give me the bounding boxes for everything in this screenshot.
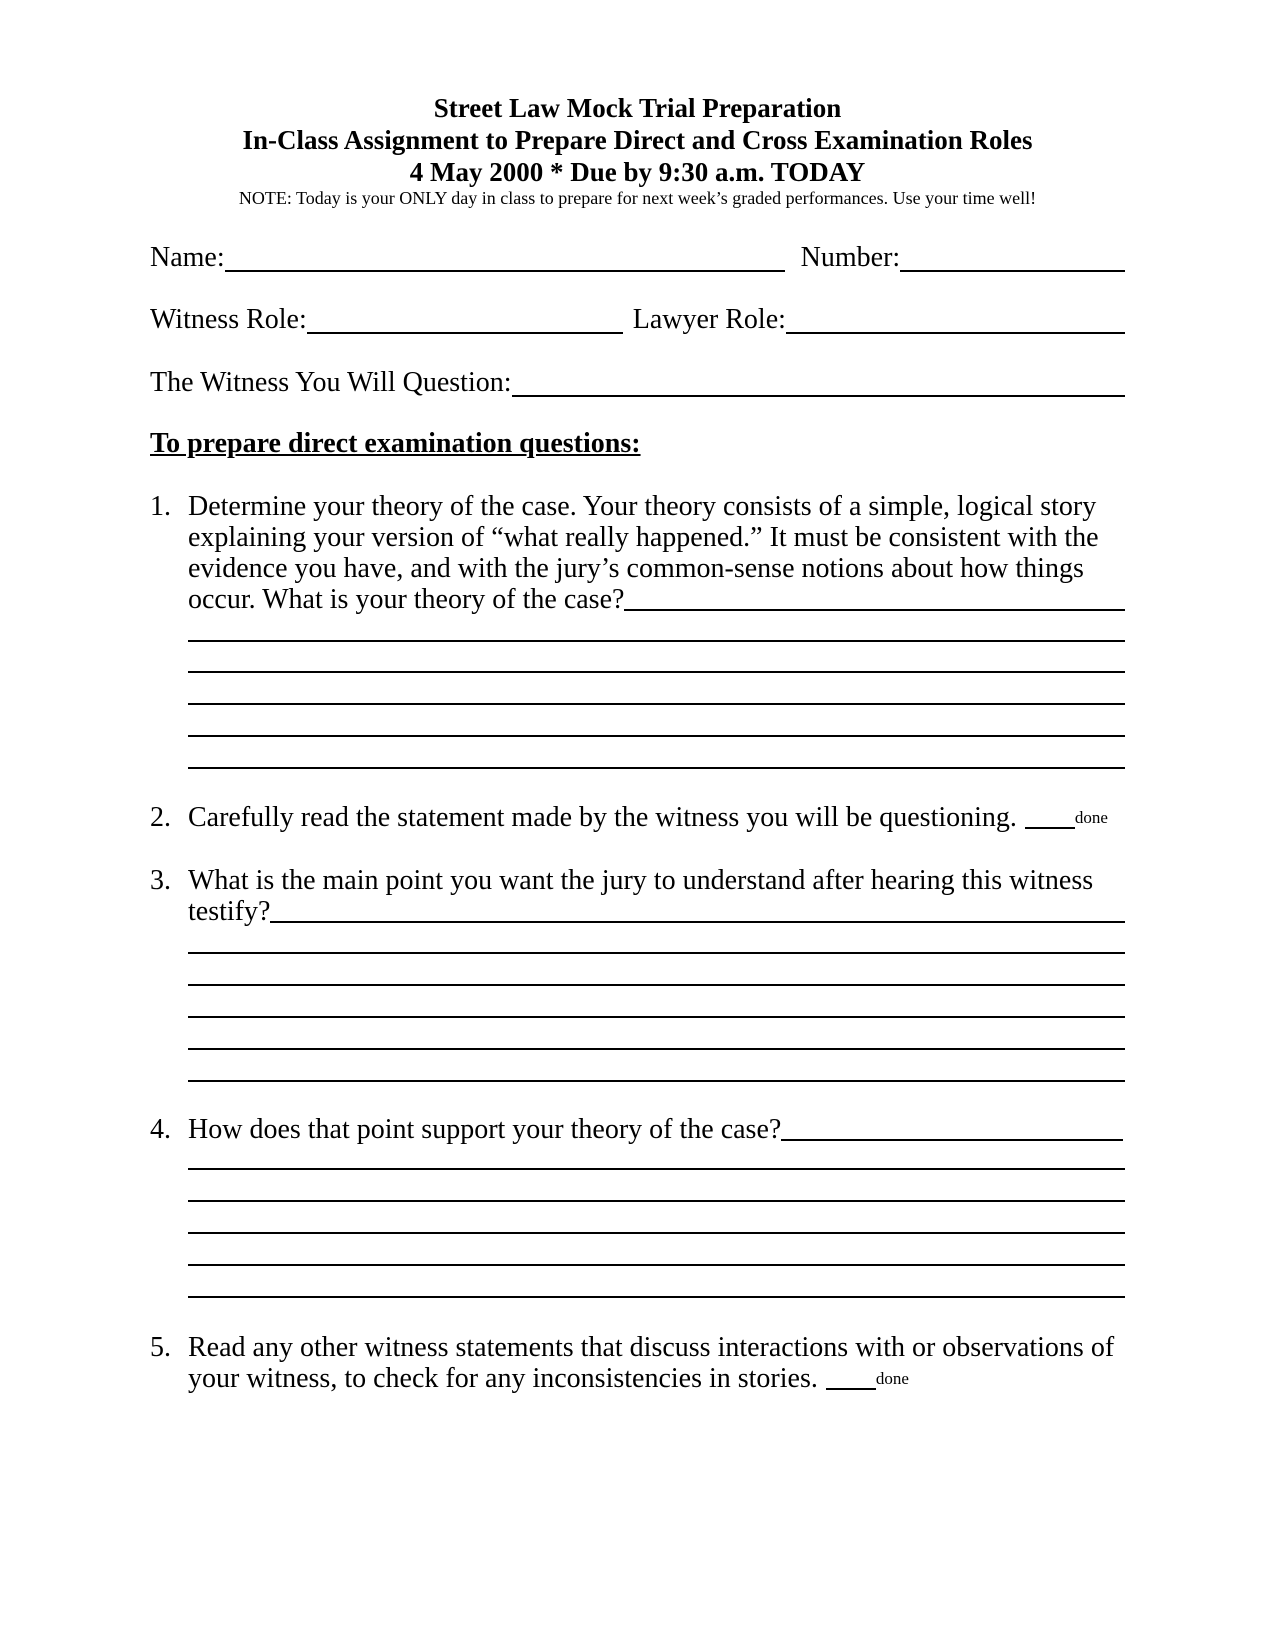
- answer-line[interactable]: [188, 1200, 1125, 1202]
- item-text-line: Read any other witness statements that discuss interactions with or observations of: [188, 1332, 1115, 1363]
- item-text-line-with-blank: [188, 801, 1108, 834]
- answer-line[interactable]: [188, 703, 1125, 705]
- item-number: 5.: [150, 1332, 171, 1363]
- answer-line[interactable]: [188, 1016, 1125, 1018]
- item-text-line-with-blank: [188, 583, 1125, 616]
- done-label: done: [1074, 808, 1108, 827]
- done-label: done: [875, 1369, 909, 1388]
- lawyer-role-label: Lawyer Role:: [632, 304, 786, 335]
- title-line-1: Street Law Mock Trial Preparation: [433, 93, 842, 123]
- item-text-line: What is the main point you want the jury to understand after hearing this witness: [188, 865, 1094, 896]
- item-number: 4.: [150, 1114, 171, 1145]
- item-number: 2.: [150, 802, 171, 833]
- answer-line[interactable]: [188, 1232, 1125, 1234]
- answer-line[interactable]: [188, 984, 1125, 986]
- title-line-2: In-Class Assignment to Prepare Direct and Cross Examination Roles: [242, 125, 1033, 155]
- item-text-line-with-blank: [188, 1113, 1123, 1146]
- item-text-line: occur. What is your theory of the case?: [188, 584, 625, 615]
- title-line-3: 4 May 2000 * Due by 9:30 a.m. TODAY: [409, 157, 866, 187]
- answer-line[interactable]: [188, 640, 1125, 642]
- item-number: 3.: [150, 865, 171, 896]
- roles-row: [150, 302, 1125, 338]
- header-note: NOTE: Today is your ONLY day in class to prepare for next week’s graded performances. Use your time well!: [238, 188, 1037, 208]
- item-number: 1.: [150, 491, 171, 522]
- name-number-row: [150, 240, 1125, 276]
- answer-line[interactable]: [188, 767, 1125, 769]
- answer-line[interactable]: [188, 735, 1125, 737]
- answer-line[interactable]: [188, 1168, 1125, 1170]
- item-text-line: explaining your version of “what really happened.” It must be consistent with the: [188, 522, 1099, 553]
- name-label: Name:: [150, 242, 225, 273]
- answer-field[interactable]: [624, 583, 1125, 611]
- section-title: To prepare direct examination questions:: [150, 428, 641, 459]
- witness-role-field[interactable]: [307, 304, 623, 334]
- answer-field[interactable]: [781, 1113, 1123, 1141]
- done-checkbox-blank[interactable]: [826, 1362, 876, 1390]
- item-text-line: testify?: [188, 896, 271, 927]
- number-label: Number:: [800, 242, 901, 273]
- answer-field[interactable]: [270, 895, 1125, 923]
- witness-role-label: Witness Role:: [150, 304, 307, 335]
- item-text-line: Determine your theory of the case. Your theory consists of a simple, logical story: [188, 491, 1097, 522]
- answer-line[interactable]: [188, 1264, 1125, 1266]
- answer-line[interactable]: [188, 952, 1125, 954]
- item-text-line-with-blank: [188, 895, 1125, 928]
- item-text-line: evidence you have, and with the jury’s common-sense notions about how things: [188, 553, 1084, 584]
- item-text-line-with-blank: [188, 1362, 909, 1395]
- witness-question-field[interactable]: [512, 367, 1125, 397]
- lawyer-role-field[interactable]: [786, 304, 1125, 334]
- item-text-line: Carefully read the statement made by the witness you will be questioning.: [188, 802, 1017, 833]
- number-field[interactable]: [900, 242, 1125, 272]
- witness-question-label: The Witness You Will Question:: [150, 367, 512, 398]
- answer-line[interactable]: [188, 1296, 1125, 1298]
- answer-line[interactable]: [188, 671, 1125, 673]
- item-text-line: your witness, to check for any inconsistencies in stories.: [188, 1363, 818, 1394]
- item-text-line: How does that point support your theory of the case?: [188, 1114, 782, 1145]
- done-checkbox-blank[interactable]: [1025, 801, 1075, 829]
- answer-line[interactable]: [188, 1048, 1125, 1050]
- name-field[interactable]: [225, 242, 785, 272]
- witness-question-row: [150, 365, 1125, 401]
- answer-line[interactable]: [188, 1080, 1125, 1082]
